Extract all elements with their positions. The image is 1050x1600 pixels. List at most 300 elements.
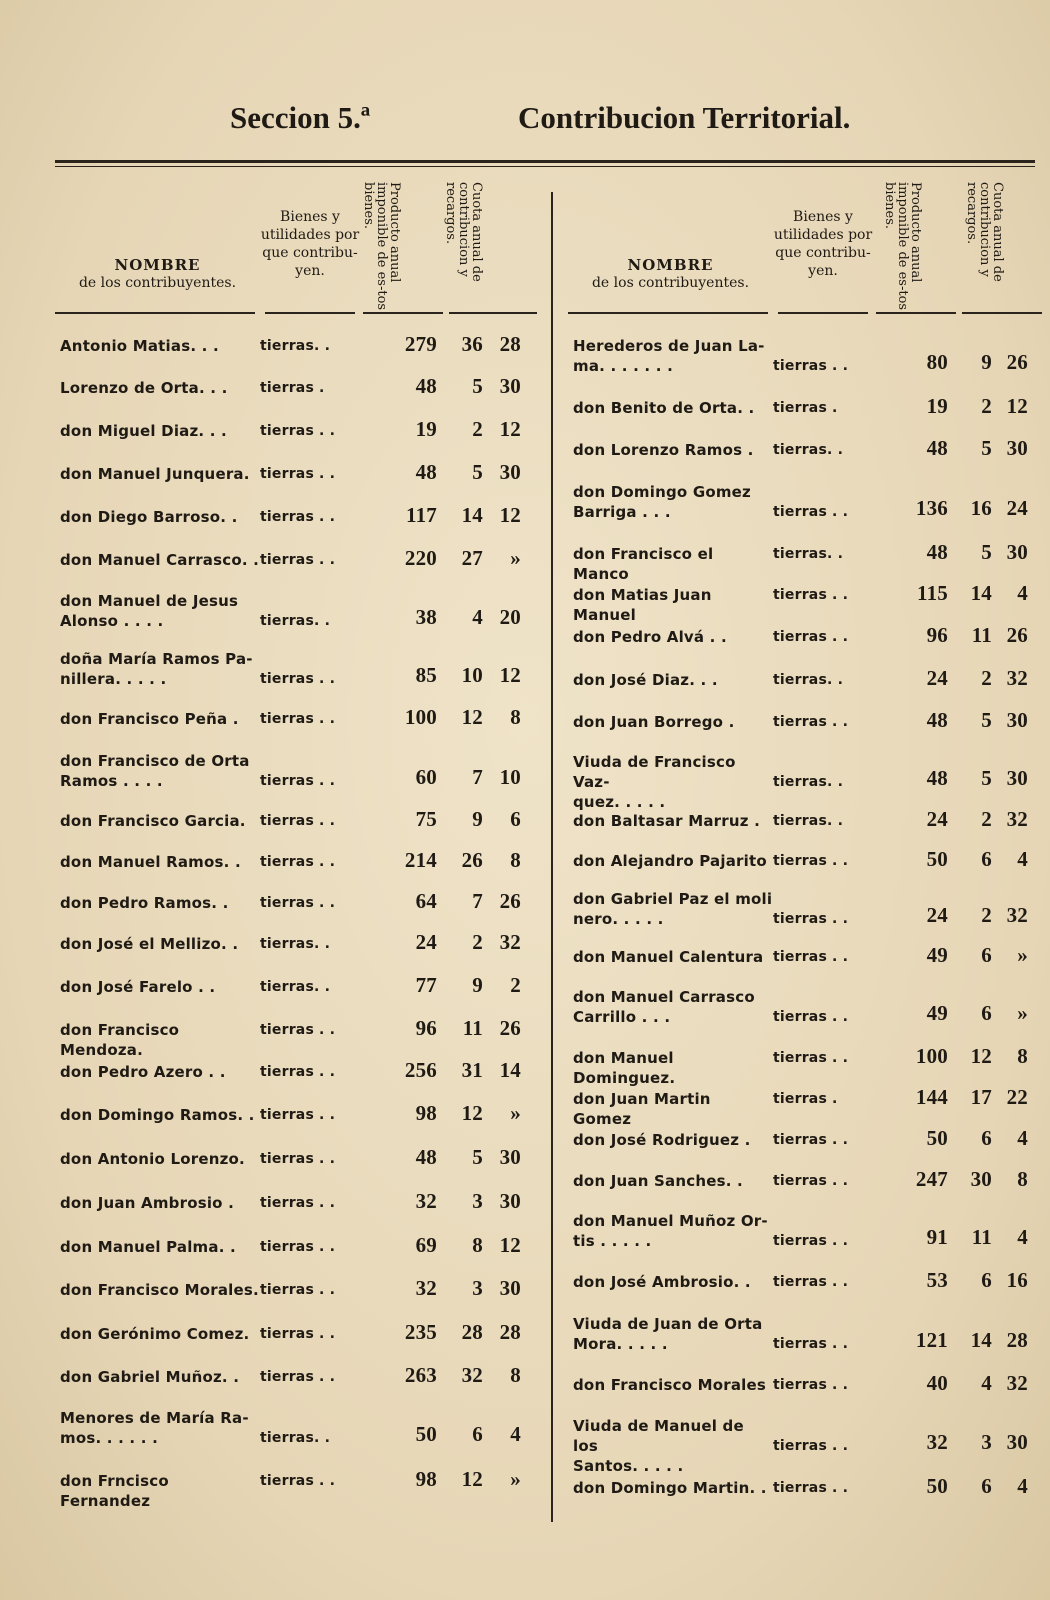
product-value: 32	[926, 1430, 948, 1454]
quota-reales: 6	[981, 1001, 992, 1025]
header-quota: Cuota anual de contribucion y recargos.	[964, 182, 1005, 282]
table-row	[55, 1009, 545, 1059]
product-value: 64	[415, 889, 437, 913]
goods-cell: tierras . .	[773, 714, 849, 730]
quota-maravedis: »	[1017, 1001, 1028, 1025]
quota-maravedis: 20	[499, 605, 521, 629]
table-row	[55, 1269, 545, 1311]
contributor-name: Menores de María Ra- mos. . . . . .	[60, 1409, 249, 1447]
quota-reales: 10	[461, 663, 483, 687]
table-row	[55, 539, 545, 581]
header-rule	[568, 312, 768, 314]
contributor-name: Antonio Matias. . .	[60, 337, 219, 355]
table-row	[55, 801, 545, 841]
table-row	[568, 1037, 1050, 1087]
quota-maravedis: 6	[510, 807, 521, 831]
quota-reales: 12	[461, 705, 483, 729]
quota-reales: 12	[970, 1044, 992, 1068]
goods-cell: tierras. .	[773, 546, 844, 562]
goods-cell: tierras. .	[260, 1430, 331, 1446]
quota-maravedis: 32	[1006, 1371, 1028, 1395]
product-value: 24	[415, 930, 437, 954]
quota-maravedis: 22	[1006, 1085, 1028, 1109]
page-title: Contribucion Territorial.	[518, 100, 851, 135]
goods-cell: tierras . .	[773, 1438, 849, 1454]
contributor-name: don Manuel Carrasco. .	[60, 551, 260, 569]
contributor-name: don José Ambrosio. .	[573, 1273, 751, 1291]
contributor-name: don Francisco de Orta Ramos . . . .	[60, 752, 250, 790]
goods-cell: tierras . .	[773, 358, 849, 374]
product-value: 53	[926, 1268, 948, 1292]
quota-maravedis: 30	[499, 1276, 521, 1300]
header-name-title: NOMBRE	[627, 256, 714, 274]
quota-maravedis: 30	[1006, 1430, 1028, 1454]
quota-maravedis: 30	[499, 1189, 521, 1213]
quota-reales: 6	[981, 1126, 992, 1150]
table-row	[568, 743, 1050, 811]
goods-cell: tierras . .	[773, 1336, 849, 1352]
goods-cell: tierras . .	[260, 1107, 336, 1123]
product-value: 96	[415, 1016, 437, 1040]
quota-maravedis: 12	[499, 663, 521, 687]
quota-reales: 6	[981, 1474, 992, 1498]
quota-reales: 36	[461, 332, 483, 356]
quota-maravedis: 8	[1017, 1167, 1028, 1191]
quota-maravedis: 26	[1006, 623, 1028, 647]
table-row	[55, 965, 545, 1009]
header-name	[55, 256, 260, 292]
header-rule	[876, 312, 956, 314]
goods-cell: tierras . .	[260, 1369, 336, 1385]
goods-cell: tierras . .	[260, 466, 336, 482]
quota-maravedis: 32	[1006, 666, 1028, 690]
table-row	[55, 1459, 545, 1510]
goods-cell: tierras . .	[773, 1274, 849, 1290]
header-product: Producto anual imponible de es-tos bienes.	[361, 182, 402, 311]
quota-reales: 16	[970, 496, 992, 520]
goods-cell: tierras . .	[260, 1022, 336, 1038]
table-row	[55, 495, 545, 539]
goods-cell: tierras. .	[773, 442, 844, 458]
product-value: 48	[415, 460, 437, 484]
header-goods: Bienes y utilidades por que contribu-yen.	[260, 209, 360, 279]
header-name	[568, 256, 773, 292]
table-row	[568, 429, 1050, 471]
quota-reales: 2	[472, 930, 483, 954]
product-value: 117	[406, 503, 437, 527]
goods-cell: tierras. .	[773, 774, 844, 790]
table-row	[55, 883, 545, 923]
product-value: 85	[415, 663, 437, 687]
goods-cell: tierras. .	[260, 338, 331, 354]
table-row	[568, 1201, 1050, 1261]
quota-maravedis: 4	[1017, 1474, 1028, 1498]
header-rule	[265, 312, 355, 314]
quota-maravedis: 30	[1006, 436, 1028, 460]
contributor-name: don Miguel Diaz. . .	[60, 422, 227, 440]
goods-cell: tierras .	[260, 380, 325, 396]
product-value: 38	[415, 605, 437, 629]
quota-maravedis: 30	[1006, 540, 1028, 564]
goods-cell: tierras . .	[773, 1377, 849, 1393]
quota-maravedis: »	[510, 1467, 521, 1491]
header-name-title: NOMBRE	[114, 256, 201, 274]
contributor-name: don Juan Sanches. .	[573, 1172, 743, 1190]
quota-maravedis: 26	[499, 889, 521, 913]
product-value: 50	[415, 1422, 437, 1446]
contributor-name: don Domingo Ramos. .	[60, 1106, 255, 1124]
product-value: 50	[926, 1474, 948, 1498]
quota-reales: 9	[472, 973, 483, 997]
quota-reales: 7	[472, 889, 483, 913]
goods-cell: tierras . .	[260, 895, 336, 911]
table-row	[55, 697, 545, 741]
product-value: 96	[926, 623, 948, 647]
quota-maravedis: 2	[510, 973, 521, 997]
quota-reales: 6	[981, 847, 992, 871]
left-column	[55, 180, 545, 1510]
table-row	[568, 1405, 1050, 1475]
goods-cell: tierras . .	[773, 1173, 849, 1189]
quota-reales: 5	[981, 540, 992, 564]
contributor-name: don Antonio Lorenzo.	[60, 1150, 245, 1168]
table-row	[55, 1311, 545, 1357]
quota-maravedis: 26	[499, 1016, 521, 1040]
header-rule	[778, 312, 868, 314]
quota-maravedis: 8	[510, 705, 521, 729]
goods-cell: tierras . .	[260, 509, 336, 525]
quota-reales: 5	[472, 460, 483, 484]
product-value: 40	[926, 1371, 948, 1395]
quota-maravedis: 28	[499, 1320, 521, 1344]
goods-cell: tierras . .	[260, 1195, 336, 1211]
product-value: 32	[415, 1276, 437, 1300]
quota-reales: 9	[472, 807, 483, 831]
table-row	[568, 1303, 1050, 1365]
contributor-name: don Matias Juan Manuel	[573, 586, 712, 624]
quota-maravedis: 30	[1006, 708, 1028, 732]
table-row	[568, 841, 1050, 881]
contributor-name: Herederos de Juan La- ma. . . . . . .	[573, 337, 765, 375]
table-row	[568, 937, 1050, 977]
contributor-name: don José Rodriguez .	[573, 1131, 751, 1149]
table-row	[55, 409, 545, 453]
header-name-subtitle: de los contribuyentes.	[591, 275, 750, 291]
quota-maravedis: »	[510, 546, 521, 570]
goods-cell: tierras . .	[260, 1064, 336, 1080]
product-value: 32	[415, 1189, 437, 1213]
quota-reales: 6	[981, 943, 992, 967]
table-row	[568, 1119, 1050, 1161]
goods-cell: tierras .	[773, 400, 838, 416]
quota-reales: 5	[472, 374, 483, 398]
product-value: 50	[926, 847, 948, 871]
table-row	[568, 1079, 1050, 1128]
quota-reales: 14	[970, 1328, 992, 1352]
contributor-name: don Pedro Azero . .	[60, 1063, 226, 1081]
product-value: 48	[415, 374, 437, 398]
contributor-name: don Domingo Martin. .	[573, 1479, 767, 1497]
contributor-name: don Francisco Mendoza.	[60, 1021, 180, 1059]
quota-reales: 5	[981, 766, 992, 790]
quota-maravedis: 28	[1006, 1328, 1028, 1352]
table-row	[55, 841, 545, 883]
quota-maravedis: 28	[499, 332, 521, 356]
contributor-name: don Baltasar Marruz .	[573, 812, 760, 830]
header-rule	[363, 312, 443, 314]
table-row	[55, 1225, 545, 1269]
product-value: 19	[415, 417, 437, 441]
table-row	[55, 367, 545, 409]
goods-cell: tierras . .	[773, 629, 849, 645]
product-value: 256	[404, 1058, 437, 1082]
contributor-name: don Manuel Muñoz Or- tis . . . . .	[573, 1212, 768, 1250]
contributor-name: Viuda de Juan de Orta Mora. . . . .	[573, 1315, 763, 1353]
contributor-name: don Manuel Calentura	[573, 948, 764, 966]
right-column-header	[568, 180, 1050, 320]
contributor-name: don Juan Borrego .	[573, 713, 735, 731]
quota-maravedis: 32	[1006, 807, 1028, 831]
goods-cell: tierras . .	[260, 813, 336, 829]
contributor-name: don Benito de Orta. .	[573, 399, 755, 417]
quota-reales: 2	[472, 417, 483, 441]
header-product: Producto anual imponible de es-tos bienes.	[882, 182, 923, 311]
contributor-name: Lorenzo de Orta. . .	[60, 379, 228, 397]
table-row	[568, 659, 1050, 701]
quota-maravedis: 26	[1006, 350, 1028, 374]
right-column	[568, 180, 1050, 1509]
table-row	[55, 453, 545, 495]
contributor-name: doña María Ramos Pa- nillera. . . . .	[60, 650, 253, 688]
section-label: Seccion 5.ª	[230, 100, 371, 135]
quota-maravedis: 12	[499, 1233, 521, 1257]
column-divider	[551, 192, 553, 1522]
table-row	[568, 1261, 1050, 1303]
left-column-header	[55, 180, 545, 320]
product-value: 69	[415, 1233, 437, 1257]
contributor-name: don Gabriel Paz el moli nero. . . . .	[573, 890, 773, 928]
product-value: 214	[404, 848, 437, 872]
left-rows	[55, 320, 545, 1510]
product-value: 24	[926, 807, 948, 831]
product-value: 75	[415, 807, 437, 831]
quota-maravedis: 30	[499, 460, 521, 484]
quota-reales: 6	[981, 1268, 992, 1292]
table-row	[568, 533, 1050, 583]
table-row	[55, 1051, 545, 1093]
product-value: 247	[915, 1167, 948, 1191]
quota-reales: 11	[971, 1225, 992, 1249]
contributor-name: don Alejandro Pajarito	[573, 852, 767, 870]
goods-cell: tierras . .	[260, 552, 336, 568]
quota-maravedis: »	[510, 1101, 521, 1125]
quota-maravedis: 24	[1006, 496, 1028, 520]
contributor-name: don Pedro Alvá . .	[573, 628, 727, 646]
goods-cell: tierras . .	[773, 1480, 849, 1496]
product-value: 100	[404, 705, 437, 729]
quota-maravedis: 16	[1006, 1268, 1028, 1292]
goods-cell: tierras . .	[773, 1009, 849, 1025]
table-row	[568, 1467, 1050, 1509]
goods-cell: tierras . .	[773, 853, 849, 869]
quota-maravedis: 30	[1006, 766, 1028, 790]
quota-reales: 4	[981, 1371, 992, 1395]
product-value: 49	[926, 1001, 948, 1025]
quota-reales: 4	[472, 605, 483, 629]
quota-reales: 12	[461, 1467, 483, 1491]
table-row	[568, 881, 1050, 937]
table-row	[55, 1181, 545, 1225]
table-row	[568, 801, 1050, 841]
quota-reales: 5	[981, 708, 992, 732]
goods-cell: tierras . .	[260, 1151, 336, 1167]
contributor-name: Viuda de Manuel de los Santos. . . . .	[573, 1417, 744, 1475]
quota-maravedis: 12	[499, 417, 521, 441]
product-value: 220	[404, 546, 437, 570]
quota-reales: 8	[472, 1233, 483, 1257]
quota-maravedis: 12	[499, 503, 521, 527]
product-value: 24	[926, 666, 948, 690]
table-row	[568, 977, 1050, 1037]
contributor-name: don José el Mellizo. .	[60, 935, 239, 953]
table-row	[55, 1093, 545, 1137]
product-value: 235	[404, 1320, 437, 1344]
table-row	[568, 387, 1050, 429]
table-row	[55, 741, 545, 801]
contributor-name: don Francisco Garcia.	[60, 812, 246, 830]
header-rule	[962, 312, 1042, 314]
product-value: 98	[415, 1101, 437, 1125]
product-value: 48	[926, 540, 948, 564]
quota-reales: 30	[970, 1167, 992, 1191]
quota-maravedis: 30	[499, 1145, 521, 1169]
contributor-name: don Juan Martin Gomez	[573, 1090, 711, 1128]
quota-reales: 28	[461, 1320, 483, 1344]
quota-reales: 5	[981, 436, 992, 460]
product-value: 80	[926, 350, 948, 374]
quota-maravedis: 8	[510, 848, 521, 872]
product-value: 144	[915, 1085, 948, 1109]
goods-cell: tierras . .	[260, 773, 336, 789]
quota-reales: 32	[461, 1363, 483, 1387]
contributor-name: don Manuel Dominguez.	[573, 1049, 676, 1087]
goods-cell: tierras . .	[773, 1233, 849, 1249]
product-value: 48	[926, 708, 948, 732]
goods-cell: tierras .	[773, 1091, 838, 1107]
goods-cell: tierras. .	[260, 613, 331, 629]
table-row	[568, 575, 1050, 624]
contributor-name: don Manuel Palma. .	[60, 1238, 236, 1256]
quota-reales: 17	[970, 1085, 992, 1109]
header-name-subtitle: de los contribuyentes.	[78, 275, 237, 291]
header-quota: Cuota anual de contribucion y recargos.	[443, 182, 484, 282]
goods-cell: tierras . .	[260, 1282, 336, 1298]
contributor-name: don Manuel Junquera.	[60, 465, 250, 483]
quota-maravedis: 32	[1006, 903, 1028, 927]
table-row	[568, 1161, 1050, 1201]
goods-cell: tierras. .	[260, 936, 331, 952]
quota-maravedis: 14	[499, 1058, 521, 1082]
quota-reales: 2	[981, 394, 992, 418]
goods-cell: tierras . .	[260, 671, 336, 687]
header-goods: Bienes y utilidades por que contribu-yen.	[773, 209, 873, 279]
quota-maravedis: »	[1017, 943, 1028, 967]
product-value: 49	[926, 943, 948, 967]
goods-cell: tierras . .	[260, 711, 336, 727]
product-value: 48	[926, 766, 948, 790]
header-rule	[55, 312, 255, 314]
contributor-name: don Lorenzo Ramos .	[573, 441, 754, 459]
table-row	[55, 581, 545, 641]
quota-reales: 6	[472, 1422, 483, 1446]
goods-cell: tierras . .	[260, 423, 336, 439]
goods-cell: tierras. .	[773, 672, 844, 688]
quota-reales: 31	[461, 1058, 483, 1082]
product-value: 100	[915, 1044, 948, 1068]
contributor-name: don Manuel Ramos. .	[60, 853, 241, 871]
quota-reales: 7	[472, 765, 483, 789]
product-value: 115	[917, 581, 948, 605]
table-row	[568, 615, 1050, 659]
contributor-name: Viuda de Francisco Vaz- quez. . . . .	[573, 753, 736, 811]
goods-cell: tierras . .	[773, 911, 849, 927]
top-rule	[55, 160, 1035, 163]
contributor-name: don Manuel de Jesus Alonso . . . .	[60, 592, 239, 630]
contributor-name: don Diego Barroso. .	[60, 508, 238, 526]
contributor-name: don Francisco el Manco	[573, 545, 714, 583]
quota-reales: 14	[461, 503, 483, 527]
goods-cell: tierras . .	[260, 1473, 336, 1489]
quota-reales: 27	[461, 546, 483, 570]
quota-maravedis: 12	[1006, 394, 1028, 418]
table-row	[55, 923, 545, 965]
quota-maravedis: 4	[1017, 1126, 1028, 1150]
contributor-name: don Domingo Gomez Barriga . . .	[573, 483, 751, 521]
table-row	[55, 1397, 545, 1459]
table-row	[55, 1357, 545, 1397]
quota-maravedis: 8	[1017, 1044, 1028, 1068]
quota-reales: 5	[472, 1145, 483, 1169]
goods-cell: tierras . .	[260, 854, 336, 870]
quota-reales: 2	[981, 666, 992, 690]
table-row	[568, 701, 1050, 743]
contributor-name: don Francisco Morales	[573, 1376, 767, 1394]
quota-reales: 3	[472, 1276, 483, 1300]
quota-maravedis: 10	[499, 765, 521, 789]
quota-maravedis: 32	[499, 930, 521, 954]
contributor-name: don Francisco Peña .	[60, 710, 239, 728]
product-value: 121	[915, 1328, 948, 1352]
contributor-name: don Frnciscо Fernandez	[60, 1472, 169, 1510]
quota-maravedis: 30	[499, 374, 521, 398]
quota-reales: 3	[472, 1189, 483, 1213]
table-row	[568, 471, 1050, 533]
quota-reales: 14	[970, 581, 992, 605]
contributor-name: don Francisco Morales.	[60, 1281, 259, 1299]
page-heading	[0, 100, 1050, 150]
product-value: 77	[415, 973, 437, 997]
quota-reales: 3	[981, 1430, 992, 1454]
goods-cell: tierras . .	[260, 1239, 336, 1255]
quota-reales: 11	[462, 1016, 483, 1040]
contributor-name: don Juan Ambrosio .	[60, 1194, 235, 1212]
contributor-name: don Pedro Ramos. .	[60, 894, 229, 912]
goods-cell: tierras . .	[773, 587, 849, 603]
top-rule-thin	[55, 166, 1035, 167]
table-row	[568, 325, 1050, 387]
contributor-name: don José Farelo . .	[60, 978, 216, 996]
product-value: 48	[415, 1145, 437, 1169]
